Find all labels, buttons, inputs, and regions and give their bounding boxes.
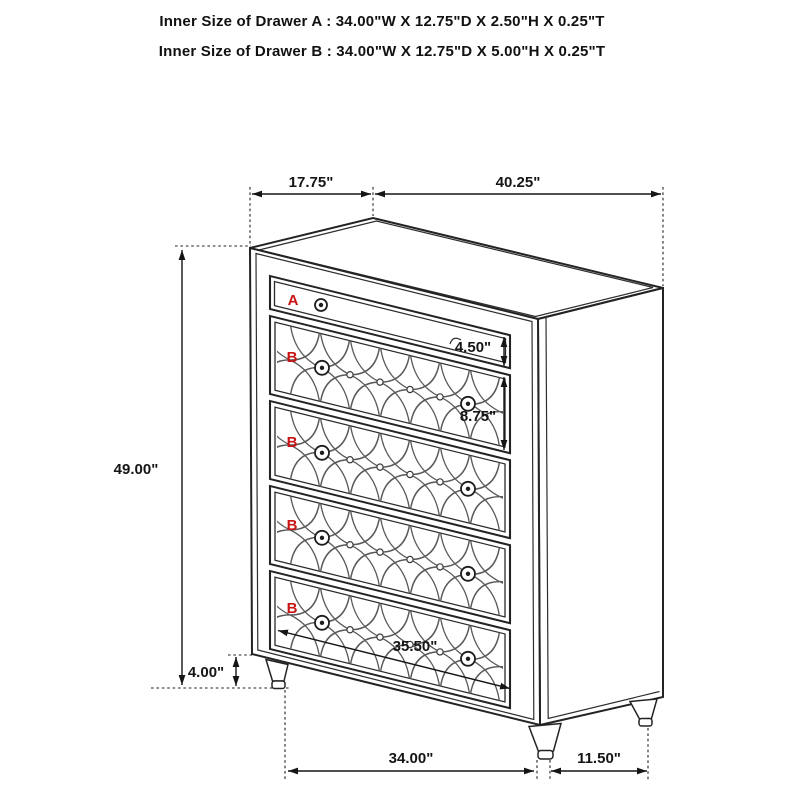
dimension-label: 4.00" <box>187 664 225 681</box>
dimension-label: 34.00" <box>388 750 434 767</box>
drawer-b-label: B <box>286 517 298 534</box>
tufting-button <box>377 379 383 385</box>
tufting-button <box>407 556 413 562</box>
drawer-knob-center <box>320 366 324 370</box>
front-left-leg <box>266 660 288 689</box>
dimension-label: 35.50" <box>392 638 438 655</box>
drawer-b-spec-title: Inner Size of Drawer B : 34.00"W X 12.75"D X 5.00"H X 0.25"T <box>158 43 606 60</box>
tufting-button <box>407 386 413 392</box>
drawer-knob-center <box>466 572 470 576</box>
tufting-button <box>347 542 353 548</box>
tufting-button <box>437 394 443 400</box>
tufting-button <box>437 479 443 485</box>
dimension-label: 17.75" <box>288 174 334 191</box>
tufting-button <box>437 649 443 655</box>
drawer-b-label: B <box>286 349 298 366</box>
drawer-knob-center <box>319 303 323 307</box>
dimension-label: 4.50" <box>454 339 492 356</box>
front-right-leg <box>529 724 561 760</box>
tufting-button <box>377 549 383 555</box>
drawer-knob-center <box>466 657 470 661</box>
tufting-button <box>347 627 353 633</box>
dimension-label: 11.50" <box>577 750 621 767</box>
drawer-knob-center <box>466 487 470 491</box>
chest-side-face <box>538 288 663 725</box>
tufting-button <box>377 464 383 470</box>
drawer-a-label: A <box>287 292 299 309</box>
dimension-label: 49.00" <box>113 461 159 478</box>
drawer-knob-center <box>320 536 324 540</box>
tufting-button <box>377 634 383 640</box>
dimension-label: 40.25" <box>495 174 541 191</box>
tufting-button <box>347 457 353 463</box>
drawer-b-label: B <box>286 434 298 451</box>
back-right-leg <box>630 699 657 726</box>
drawer-knob-center <box>320 621 324 625</box>
drawer-b-label: B <box>286 600 298 617</box>
tufting-button <box>347 372 353 378</box>
drawer-a-spec-title: Inner Size of Drawer A : 34.00"W X 12.75"D X 2.50"H X 0.25"T <box>159 13 605 30</box>
dimension-label: 8.75" <box>459 408 497 425</box>
tufting-button <box>437 564 443 570</box>
chest-body <box>250 218 663 759</box>
tufting-button <box>407 471 413 477</box>
drawer-knob-center <box>466 402 470 406</box>
drawer-knob-center <box>320 451 324 455</box>
